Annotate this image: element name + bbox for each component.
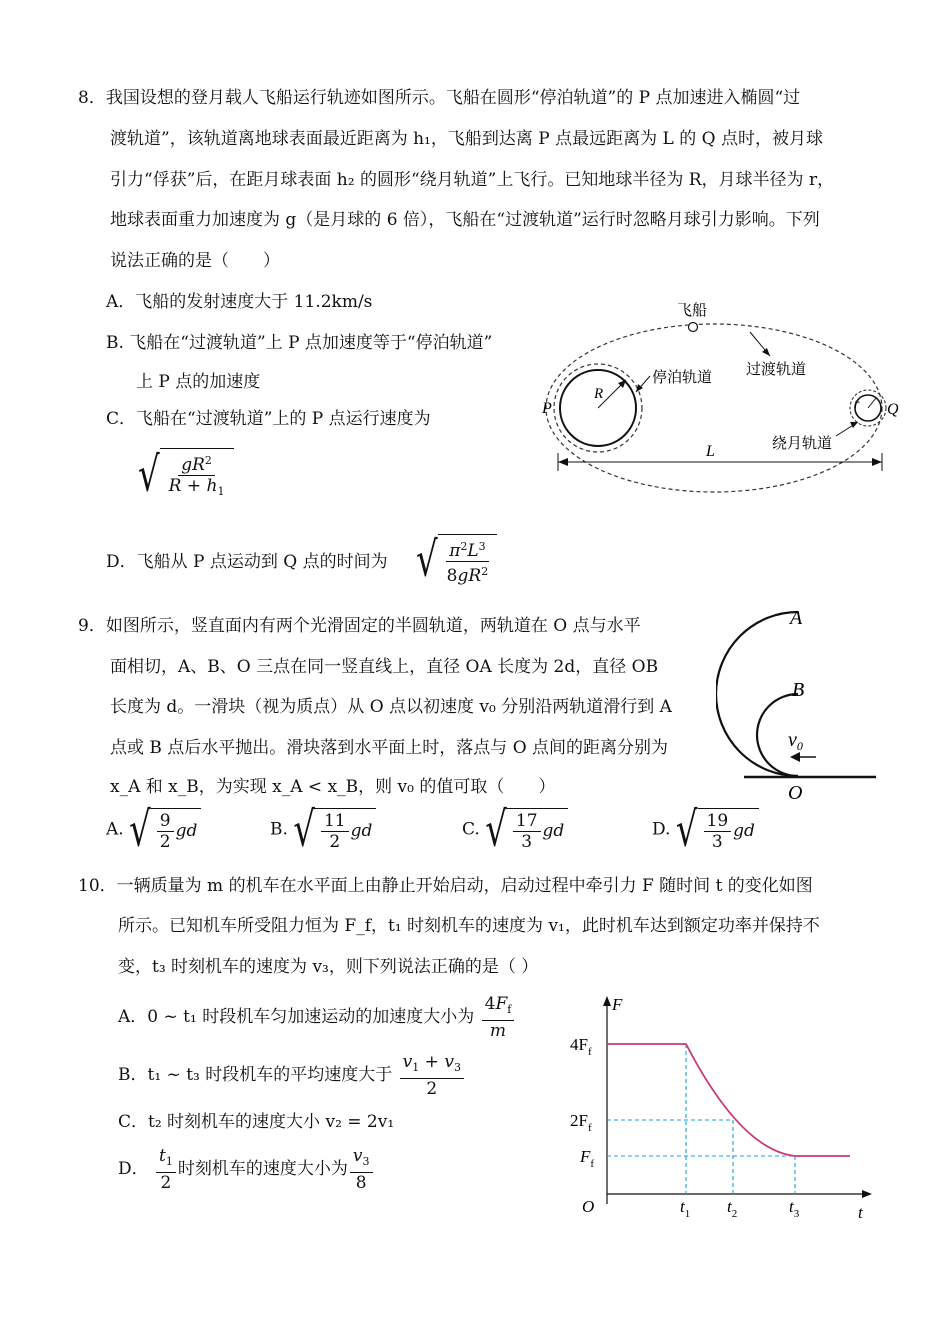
q10-number: 10． (78, 876, 117, 896)
q9-option-b: B. √ $\frac{11}{2}$ gd (270, 808, 376, 852)
q8-line-4: 地球表面重力加速度为 g（是月球的 6 倍），飞船在“过渡轨道”运行时忽略月球引力影响。下列 (110, 210, 820, 230)
label-B: B (792, 679, 805, 701)
q10-option-a: A．0 ~ t₁ 时段机车匀加速运动的加速度大小为 $\frac{4F_f}{m}$ (118, 994, 516, 1041)
q9-line-4: 点或 B 点后水平抛出。滑块落到水平面上时，落点与 O 点间的距离分别为 (110, 738, 669, 758)
tick-t3: $t_3$ (789, 1197, 800, 1220)
q10-option-c: C．t₂ 时刻机车的速度大小 v₂ = 2v₁ (118, 1112, 395, 1132)
q9-line-2: 面相切，A、B、O 三点在同一竖直线上，直径 OA 长度为 2d，直径 OB (110, 657, 659, 677)
q8-line-5: 说法正确的是（ ） (110, 251, 280, 271)
tick-t1: $t_1$ (680, 1197, 691, 1220)
q10-option-b: B．t₁ ~ t₃ 时段机车的平均速度大于 $\frac{v_1 + v_3}{2}$ (118, 1052, 466, 1099)
axis-label-t: t (858, 1203, 863, 1222)
q8-line-1 (78, 86, 800, 110)
q8-option-c-formula: √ $\frac{gR^2}{R + h_1}$ (138, 448, 234, 502)
label-R: R (594, 386, 604, 402)
q10-line-3: 变，t₃ 时刻机车的速度为 v₃，则下列说法正确的是（ ） (118, 957, 539, 977)
q8-number: 8． (78, 88, 106, 108)
q9-option-a: A. √ $\frac{9}{2}$ gd (106, 808, 201, 852)
label-r: r (854, 397, 860, 412)
q9-option-d: D. √ $\frac{19}{3}$ gd (652, 808, 759, 852)
q9-line-5: x_A 和 x_B，为实现 x_A < x_B，则 v₀ 的值可取（ ） (110, 777, 556, 797)
label-park: 停泊轨道 (652, 370, 713, 386)
q8-option-c: C．飞船在“过渡轨道”上的 P 点运行速度为 (106, 409, 431, 429)
q10-stem-1: 一辆质量为 m 的机车在水平面上由静止开始启动，启动过程中牵引力 F 随时间 t 的变化如图 (116, 876, 813, 896)
q9-number: 9． (78, 616, 106, 636)
q8-orbit-diagram (540, 296, 910, 496)
origin-label: O (582, 1197, 595, 1216)
label-Q: Q (887, 401, 899, 418)
spaceship (689, 323, 698, 332)
label-v0: $v_0$ (788, 729, 803, 753)
q8-line-2: 渡轨道”，该轨道离地球表面最近距离为 h₁，飞船到达离 P 点最远距离为 L 的 Q 点时，被月球 (110, 129, 823, 149)
q9-stem-1: 如图所示，竖直面内有两个光滑固定的半圆轨道，两轨道在 O 点与水平 (105, 616, 641, 636)
label-O: O (788, 782, 803, 804)
label-lunar: 绕月轨道 (772, 436, 833, 452)
axis-label-F: F (612, 995, 623, 1014)
tick-2Ff: $2F_f$ (570, 1111, 592, 1134)
q9-option-c: C. √ $\frac{17}{3}$ gd (462, 808, 568, 852)
q10-line-1 (78, 874, 813, 898)
q9-line-3: 长度为 d。一滑块（视为质点）从 O 点以初速度 v₀ 分别沿两轨道滑行到 A (110, 697, 672, 717)
label-ship: 飞船 (677, 303, 708, 319)
q8-line-3: 引力“俘获”后，在距月球表面 h₂ 的圆形“绕月轨道”上飞行。已知地球半径为 R，月球半径为 r， (110, 170, 835, 190)
large-semicircle-track (716, 612, 798, 776)
tick-Ff: $F_f$ (580, 1147, 595, 1170)
label-L: L (706, 443, 715, 460)
tick-4Ff: $4F_f$ (570, 1035, 592, 1058)
q8-stem-1: 我国设想的登月载人飞船运行轨迹如图所示。飞船在圆形“停泊轨道”的 P 点加速进入椭圆“过 (105, 88, 801, 108)
q10-line-2: 所示。已知机车所受阻力恒为 F_f，t₁ 时刻机车的速度为 v₁，此时机车达到额定功率并保持不 (118, 916, 820, 936)
q9-line-1 (78, 614, 641, 638)
q8-option-b-line2: 上 P 点的加速度 (136, 372, 261, 392)
label-transfer: 过渡轨道 (746, 362, 807, 378)
q10-option-d: D． $\frac{t_1}{2}$ 时刻机车的速度大小为 $\frac{v_3}{8}$ (118, 1146, 375, 1193)
label-A: A (790, 607, 803, 629)
q8-option-b-line1: B. 飞船在“过渡轨道”上 P 点加速度等于“停泊轨道” (106, 333, 493, 353)
q8-option-d-formula: √ $\frac{\pi^2L^3}{8gR^2}$ (416, 534, 497, 586)
moon-radius (868, 398, 876, 408)
q8-option-a: A．飞船的发射速度大于 11.2km/s (106, 292, 373, 312)
tick-t2: $t_2$ (727, 1197, 738, 1220)
q9-track-diagram (716, 600, 886, 804)
force-curve (607, 1044, 850, 1156)
transfer-orbit (546, 324, 882, 492)
label-P: P (542, 400, 552, 417)
q8-option-d: D．飞船从 P 点运动到 Q 点的时间为 (106, 552, 388, 572)
q10-force-time-graph (560, 990, 890, 1225)
